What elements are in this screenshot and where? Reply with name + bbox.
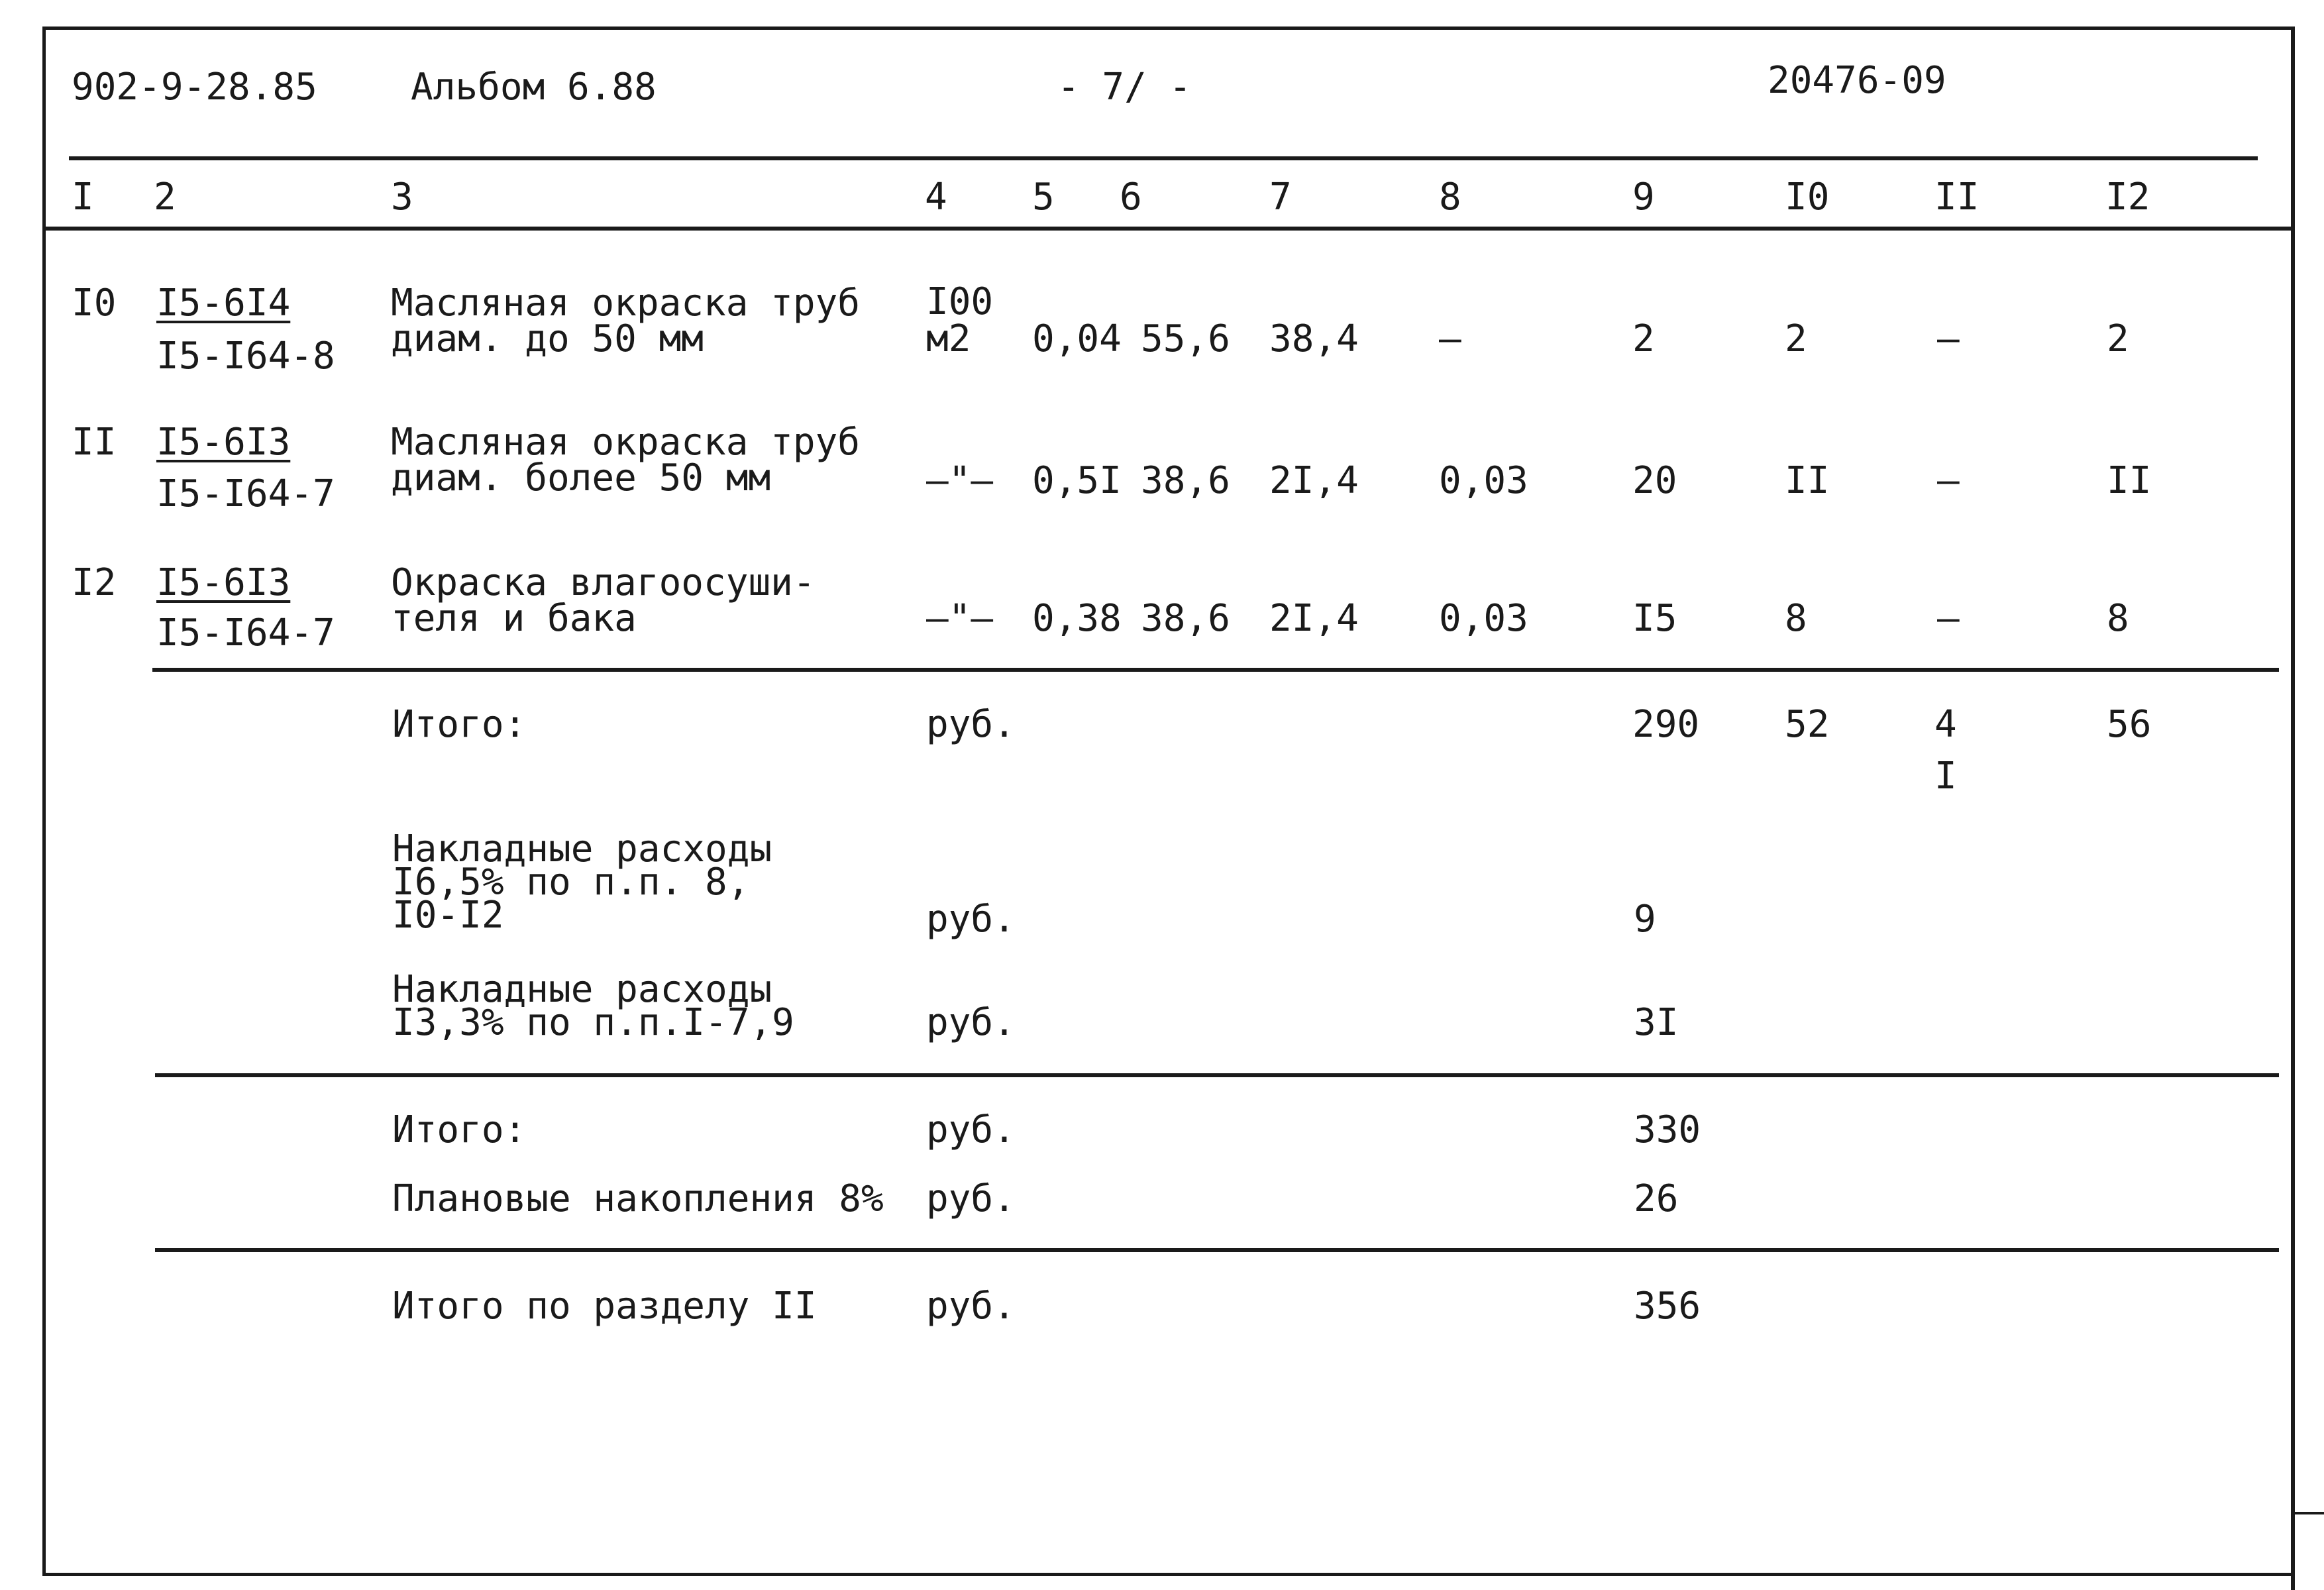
col-number-8: 8	[1439, 176, 1461, 219]
price-code: I5-I64-8	[156, 335, 335, 378]
cell-col8: –	[1439, 317, 1461, 360]
cell-col9: 20	[1632, 459, 1677, 502]
total-col9: 290	[1632, 703, 1700, 746]
col-number-1: I	[72, 176, 94, 219]
total-col9: 330	[1634, 1108, 1701, 1151]
frame-bottom-border	[42, 1573, 2294, 1576]
work-name-line1: Масляная окраска труб	[391, 282, 861, 325]
cell-col9: I5	[1632, 597, 1677, 640]
overhead-line2: I6,5% по п.п. 8,	[392, 861, 750, 904]
work-name-line1: Масляная окраска труб	[391, 421, 861, 464]
frame-stub-line	[2295, 1512, 2324, 1514]
total-label: Итого:	[392, 1108, 527, 1151]
frame-top-border	[42, 26, 2294, 30]
unit: м2	[926, 317, 971, 360]
savings-label: Плановые накопления 8%	[392, 1177, 884, 1220]
overhead-line1: Накладные расходы	[392, 827, 772, 871]
cell-col8: 0,03	[1439, 597, 1528, 640]
overhead-unit: руб.	[926, 1001, 1016, 1044]
col-number-2: 2	[154, 176, 176, 219]
price-code: I5-I64-7	[156, 472, 335, 515]
col-number-10: I0	[1785, 176, 1830, 219]
cell-col5: 0,04	[1032, 317, 1122, 360]
unit: –"–	[926, 459, 994, 502]
col-number-9: 9	[1632, 176, 1655, 219]
total-col10: 52	[1785, 703, 1830, 746]
total-col11: 4	[1934, 703, 1957, 746]
section-total-rule	[155, 1248, 2279, 1252]
overhead-line3: I0-I2	[392, 894, 504, 937]
album-label: Альбом 6.88	[411, 66, 657, 109]
work-name-line2: диам. до 50 мм	[391, 317, 704, 360]
total-label: Итого:	[392, 703, 527, 746]
cell-col11: –	[1937, 317, 1960, 360]
cell-col8: 0,03	[1439, 459, 1528, 502]
cell-col5: 0,5I	[1032, 459, 1122, 502]
col-number-11: II	[1934, 176, 1980, 219]
norm-code: I5-6I3	[156, 421, 291, 464]
total-rule	[155, 1073, 2279, 1077]
cell-col7: 2I,4	[1269, 459, 1359, 502]
row-number: II	[72, 421, 117, 464]
work-name-line1: Окраска влагоосуши-	[391, 561, 816, 604]
row-number: I0	[72, 282, 117, 325]
work-name-line2: диам. более 50 мм	[391, 456, 771, 500]
cell-col9: 2	[1632, 317, 1655, 360]
subtotal-rule	[152, 668, 2279, 672]
cell-col12: 8	[2107, 597, 2129, 640]
unit-top: I00	[926, 280, 994, 323]
cell-col6: 38,6	[1141, 597, 1230, 640]
document-code: 902-9-28.85	[72, 66, 317, 109]
overhead-col9: 9	[1634, 898, 1656, 941]
header-rule	[69, 156, 2258, 160]
cell-col6: 55,6	[1141, 317, 1230, 360]
overhead-line2: I3,3% по п.п.I-7,9	[392, 1001, 794, 1044]
row-number: I2	[72, 561, 117, 604]
section-total-label: Итого по разделу II	[392, 1285, 817, 1328]
section-total-unit: руб.	[926, 1285, 1016, 1328]
overhead-unit: руб.	[926, 898, 1016, 941]
frame-right-border	[2291, 26, 2295, 1590]
col-number-7: 7	[1269, 176, 1292, 219]
norm-code: I5-6I4	[156, 282, 291, 325]
section-total-col9: 356	[1634, 1285, 1701, 1328]
overhead-line1: Накладные расходы	[392, 968, 772, 1011]
cell-col10: 8	[1785, 597, 1807, 640]
col-number-5: 5	[1032, 176, 1055, 219]
page-number: - 7/ -	[1057, 66, 1192, 109]
col-number-3: 3	[391, 176, 413, 219]
savings-col9: 26	[1634, 1177, 1679, 1220]
cell-col12: II	[2107, 459, 2152, 502]
cell-col7: 38,4	[1269, 317, 1359, 360]
overhead-col9: 3I	[1634, 1001, 1679, 1044]
norm-code: I5-6I3	[156, 561, 291, 604]
cell-col11: –	[1937, 459, 1960, 502]
price-code: I5-I64-7	[156, 611, 335, 655]
total-unit: руб.	[926, 1108, 1016, 1151]
document-number: 20476-09	[1768, 59, 1946, 102]
work-name-line2: теля и бака	[391, 597, 637, 640]
cell-col7: 2I,4	[1269, 597, 1359, 640]
col-number-12: I2	[2105, 176, 2150, 219]
frame-left-border	[42, 26, 46, 1575]
col-number-4: 4	[925, 176, 947, 219]
total-col11-note: I	[1934, 755, 1957, 798]
cell-col5: 0,38	[1032, 597, 1122, 640]
unit: –"–	[926, 597, 994, 640]
cell-col10: II	[1785, 459, 1830, 502]
total-unit: руб.	[926, 703, 1016, 746]
savings-unit: руб.	[926, 1177, 1016, 1220]
column-header-rule	[42, 227, 2294, 231]
col-number-6: 6	[1120, 176, 1142, 219]
cell-col6: 38,6	[1141, 459, 1230, 502]
total-col12: 56	[2107, 703, 2152, 746]
cell-col12: 2	[2107, 317, 2129, 360]
cell-col10: 2	[1785, 317, 1807, 360]
cell-col11: –	[1937, 597, 1960, 640]
